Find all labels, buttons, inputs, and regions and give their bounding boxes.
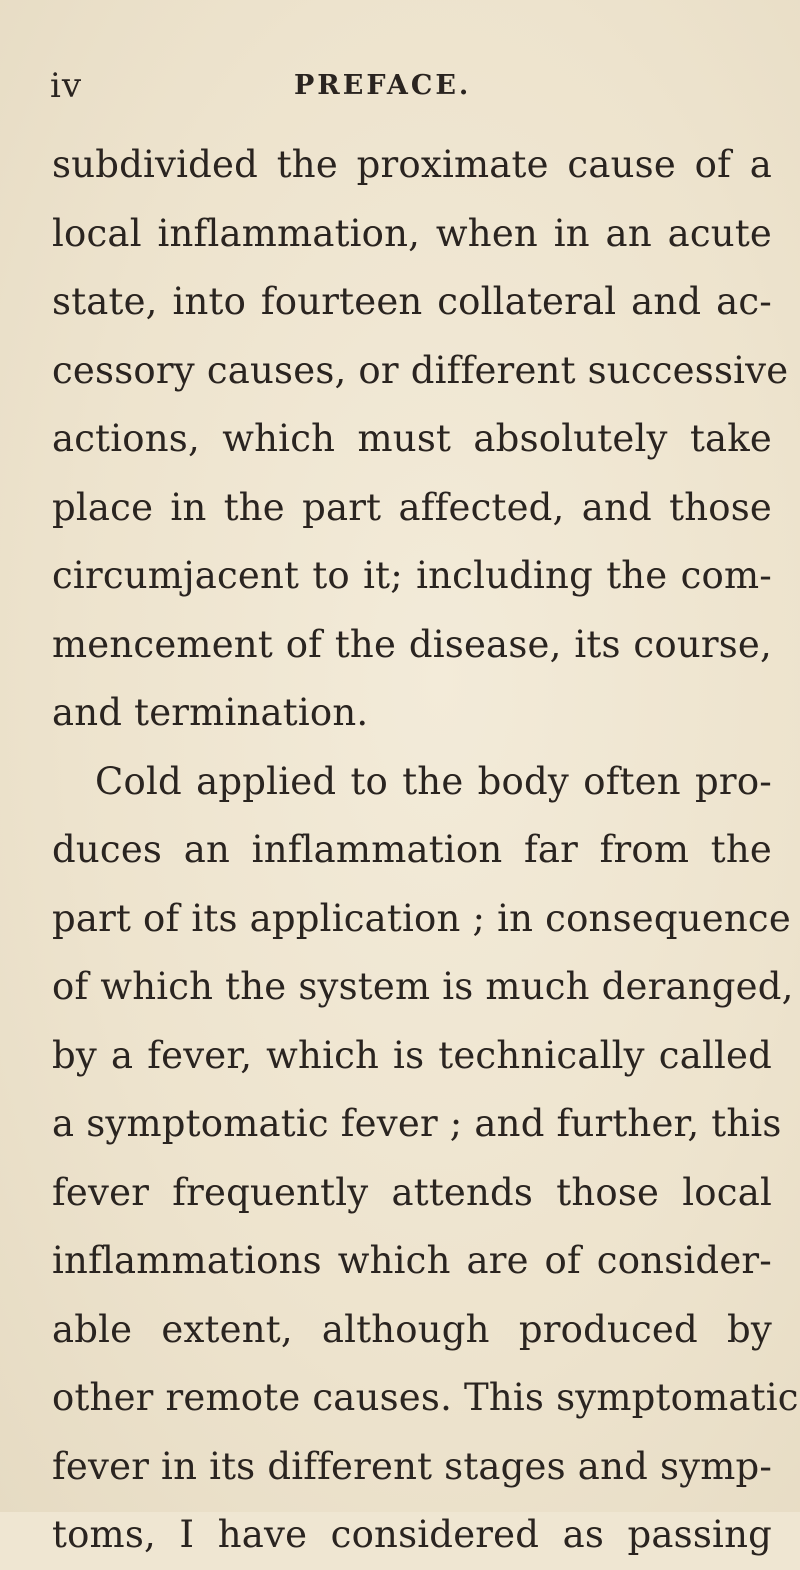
page-number: iv [50,66,83,106]
running-head [50,58,760,108]
text-line: duces an inflammation far from the [52,828,772,871]
text-line: fever frequently attends those local [52,1170,772,1214]
text-line: local inflammation, when in an acute [52,211,772,255]
text-line: able extent, although produced by [52,1307,772,1351]
text-line: Cold applied to the body often pro- [95,759,772,803]
text-line: actions, which must absolutely take [52,417,772,460]
text-line: toms, I have considered as passing [52,1513,772,1556]
text-line: place in the part affected, and those [52,485,772,529]
text-line: circumjacent to it; including the com- [52,554,772,597]
text-line: other remote causes. This symptomatic [52,1376,799,1419]
text-line: state, into fourteen collateral and ac- [52,280,772,323]
text-line: subdivided the proximate cause of a [52,143,772,186]
body-text [52,131,799,1570]
text-line: and termination. [52,691,369,734]
text-line: part of its application ; in consequence [52,896,791,940]
text-line: of which the system is much deranged, [52,965,794,1008]
text-line: cessory causes, or different successive [52,348,789,392]
running-title: PREFACE. [294,70,472,101]
text-line: mencement of the disease, its course, [52,622,772,666]
text-line: a symptomatic fever ; and further, this [52,1102,782,1145]
text-line: by a fever, which is technically called [52,1033,772,1077]
text-line: inflammations which are of consider- [52,1239,772,1282]
text-line: fever in its different stages and symp- [52,1444,773,1488]
